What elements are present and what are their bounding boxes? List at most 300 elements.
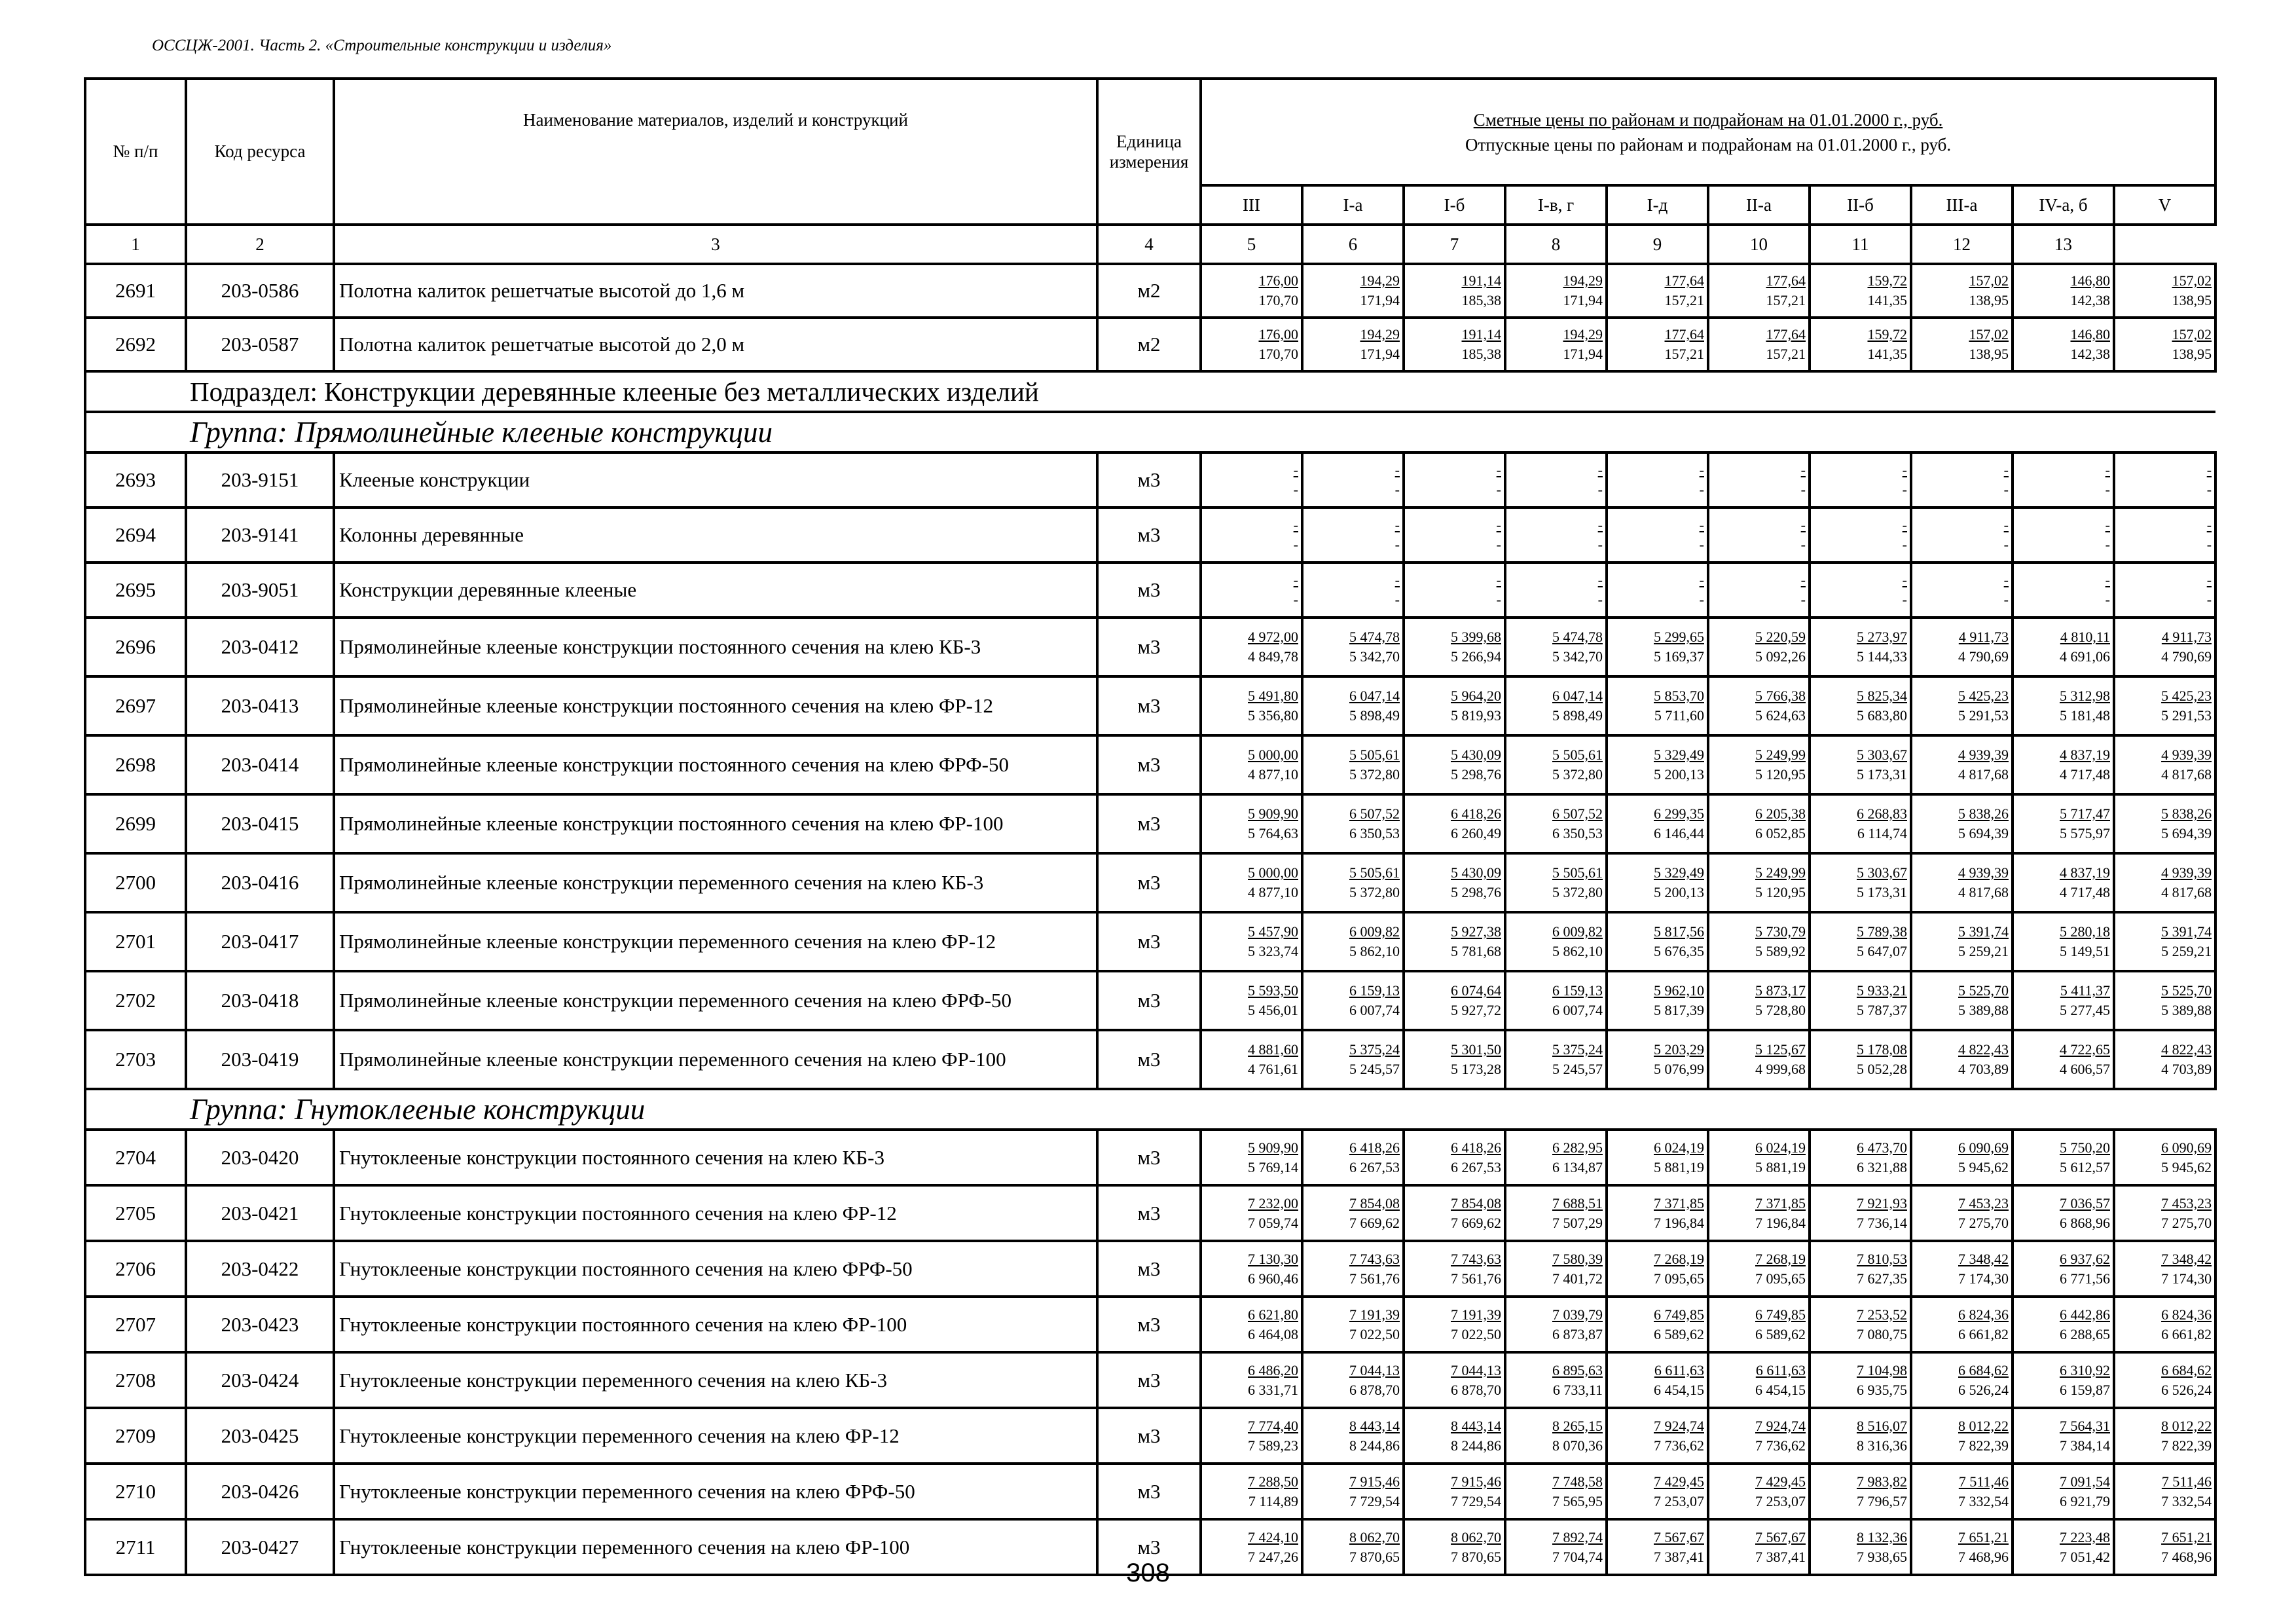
price-cell bbox=[1708, 618, 1810, 676]
release-price: - bbox=[2003, 591, 2009, 608]
page-number: 308 bbox=[1126, 1559, 1170, 1587]
row-number: 2706 bbox=[85, 1241, 186, 1297]
price-cell bbox=[1911, 853, 2013, 912]
price-cell bbox=[1505, 1408, 1607, 1464]
estimate-price: 6 507,52 bbox=[1552, 805, 1603, 822]
estimate-price: 6 611,63 bbox=[1654, 1361, 1704, 1378]
price-cell bbox=[1911, 1352, 2013, 1408]
release-price: 6 661,82 bbox=[2161, 1325, 2212, 1342]
price-cell bbox=[1810, 794, 1911, 853]
estimate-price: 6 418,26 bbox=[1451, 1139, 1501, 1156]
price-cell bbox=[2114, 318, 2215, 371]
release-price: 7 275,70 bbox=[2161, 1214, 2212, 1231]
price-cell bbox=[2013, 676, 2114, 735]
unit: м3 bbox=[1097, 1519, 1201, 1575]
release-price: - bbox=[1699, 481, 1704, 498]
estimate-price: 6 418,26 bbox=[1349, 1139, 1400, 1156]
item-name: Прямолинейные клееные конструкции переменного сечения на клею КБ-3 bbox=[334, 853, 1097, 912]
release-price: 185,38 bbox=[1461, 292, 1501, 308]
estimate-price: 7 892,74 bbox=[1552, 1528, 1603, 1545]
estimate-price: 157,02 bbox=[1969, 272, 2009, 289]
estimate-price: 5 505,61 bbox=[1349, 747, 1400, 763]
group-title: Группа: Гнутоклееные конструкции bbox=[186, 1089, 2215, 1130]
header-prices bbox=[1201, 79, 2215, 185]
price-cell bbox=[1201, 1352, 1302, 1408]
price-cell bbox=[1505, 1297, 1607, 1352]
table-row bbox=[85, 1297, 2215, 1352]
price-cell bbox=[2114, 563, 2215, 618]
release-price: 5 456,01 bbox=[1248, 1002, 1298, 1018]
price-cell bbox=[2013, 1130, 2114, 1185]
release-price: 5 291,53 bbox=[1958, 707, 2009, 724]
release-price: - bbox=[1394, 591, 1400, 608]
estimate-price: 7 039,79 bbox=[1552, 1306, 1603, 1323]
estimate-price: 7 915,46 bbox=[1451, 1473, 1501, 1490]
estimate-price: 8 132,36 bbox=[1857, 1528, 1907, 1545]
release-price: - bbox=[1699, 536, 1704, 553]
item-name: Гнутоклееные конструкции постоянного сечения на клею ФРФ-50 bbox=[334, 1241, 1097, 1297]
release-price: 6 260,49 bbox=[1451, 825, 1501, 841]
estimate-price: 5 430,09 bbox=[1451, 864, 1501, 881]
release-price: 142,38 bbox=[2070, 346, 2110, 362]
header-number: № п/п bbox=[85, 79, 186, 225]
price-cell bbox=[1302, 1297, 1404, 1352]
resource-code: 203-0421 bbox=[186, 1185, 334, 1241]
estimate-price: 7 268,19 bbox=[1755, 1250, 1806, 1267]
table-row bbox=[85, 1408, 2215, 1464]
price-cell bbox=[1201, 318, 1302, 371]
document-title: ОССЦЖ-2001. Часть 2. «Строительные конструкции и изделия» bbox=[152, 37, 612, 54]
table-row bbox=[85, 676, 2215, 735]
estimate-price: 5 375,24 bbox=[1349, 1041, 1400, 1058]
price-cell bbox=[1201, 912, 1302, 971]
release-price: 6 589,62 bbox=[1654, 1325, 1704, 1342]
price-cell bbox=[2013, 1408, 2114, 1464]
release-price: 7 565,95 bbox=[1552, 1492, 1603, 1509]
price-cell bbox=[1505, 452, 1607, 507]
release-price: 4 877,10 bbox=[1248, 766, 1298, 783]
price-cell bbox=[1810, 1408, 1911, 1464]
release-price: 4 703,89 bbox=[1958, 1061, 2009, 1077]
estimate-price: 5 909,90 bbox=[1248, 1139, 1298, 1156]
price-cell bbox=[2013, 318, 2114, 371]
price-cell bbox=[1911, 618, 2013, 676]
estimate-price: 4 939,39 bbox=[1958, 864, 2009, 881]
price-cell bbox=[1607, 676, 1708, 735]
estimate-price: 6 047,14 bbox=[1349, 688, 1400, 704]
estimate-price: 5 717,47 bbox=[2060, 805, 2110, 822]
estimate-price: 5 927,38 bbox=[1451, 923, 1501, 940]
unit: м3 bbox=[1097, 735, 1201, 794]
price-cell bbox=[1505, 735, 1607, 794]
price-cell bbox=[1404, 264, 1505, 318]
price-cell bbox=[1505, 1030, 1607, 1089]
resource-code: 203-9151 bbox=[186, 452, 334, 507]
estimate-price: 5 525,70 bbox=[1958, 982, 2009, 999]
estimate-price: 4 939,39 bbox=[2161, 747, 2212, 763]
estimate-price: 7 810,53 bbox=[1857, 1250, 1907, 1267]
estimate-price: 7 268,19 bbox=[1654, 1250, 1704, 1267]
release-price: 5 181,48 bbox=[2060, 707, 2110, 724]
unit: м3 bbox=[1097, 1241, 1201, 1297]
estimate-price: - bbox=[1597, 572, 1603, 588]
release-price: 6 159,87 bbox=[2060, 1381, 2110, 1398]
resource-code: 203-0423 bbox=[186, 1297, 334, 1352]
resource-code: 203-0427 bbox=[186, 1519, 334, 1575]
estimate-price: 5 491,80 bbox=[1248, 688, 1298, 704]
estimate-price: - bbox=[1800, 462, 1806, 478]
price-cell bbox=[1302, 1130, 1404, 1185]
release-price: 7 669,62 bbox=[1451, 1214, 1501, 1231]
price-cell bbox=[1505, 1130, 1607, 1185]
release-price: 5 898,49 bbox=[1349, 707, 1400, 724]
estimate-price: 5 303,67 bbox=[1857, 864, 1907, 881]
price-cell bbox=[1404, 1352, 1505, 1408]
release-price: 170,70 bbox=[1258, 346, 1298, 362]
price-cell bbox=[1201, 794, 1302, 853]
estimate-price: 5 301,50 bbox=[1451, 1041, 1501, 1058]
header-name: Наименование материалов, изделий и конструкций bbox=[334, 79, 1097, 225]
estimate-price: 7 580,39 bbox=[1552, 1250, 1603, 1267]
estimate-price: - bbox=[1394, 517, 1400, 533]
price-cell bbox=[1201, 1241, 1302, 1297]
price-cell bbox=[1201, 264, 1302, 318]
price-cell bbox=[1810, 912, 1911, 971]
estimate-price: - bbox=[1800, 572, 1806, 588]
price-cell bbox=[1404, 452, 1505, 507]
release-price: 7 022,50 bbox=[1451, 1325, 1501, 1342]
estimate-price: 194,29 bbox=[1360, 326, 1400, 342]
resource-code: 203-0587 bbox=[186, 318, 334, 371]
unit: м3 bbox=[1097, 452, 1201, 507]
release-price: - bbox=[1293, 481, 1298, 498]
estimate-price: 7 232,00 bbox=[1248, 1194, 1298, 1211]
release-price: 4 877,10 bbox=[1248, 884, 1298, 900]
price-cell bbox=[1404, 853, 1505, 912]
estimate-price: 7 924,74 bbox=[1755, 1417, 1806, 1434]
price-cell bbox=[1708, 264, 1810, 318]
estimate-price: 5 430,09 bbox=[1451, 747, 1501, 763]
price-cell bbox=[1404, 563, 1505, 618]
release-price: 5 728,80 bbox=[1755, 1002, 1806, 1018]
release-price: 157,21 bbox=[1766, 346, 1806, 362]
resource-code: 203-0420 bbox=[186, 1130, 334, 1185]
estimate-price: 7 651,21 bbox=[2161, 1528, 2212, 1545]
estimate-price: 5 817,56 bbox=[1654, 923, 1704, 940]
item-name: Прямолинейные клееные конструкции переменного сечения на клею ФРФ-50 bbox=[334, 971, 1097, 1030]
price-cell bbox=[1708, 452, 1810, 507]
header-unit: Единица измерения bbox=[1097, 79, 1201, 225]
estimate-price: - bbox=[2105, 517, 2110, 533]
price-cell bbox=[1302, 618, 1404, 676]
estimate-price: 7 044,13 bbox=[1451, 1361, 1501, 1378]
release-price: 6 921,79 bbox=[2060, 1492, 2110, 1509]
estimate-price: 5 425,23 bbox=[1958, 688, 2009, 704]
estimate-price: 191,14 bbox=[1461, 326, 1501, 342]
release-price: 7 468,96 bbox=[1958, 1548, 2009, 1565]
estimate-price: 6 159,13 bbox=[1552, 982, 1603, 999]
estimate-price: 7 511,46 bbox=[1958, 1473, 2009, 1490]
price-cell bbox=[2013, 1352, 2114, 1408]
release-price: 6 771,56 bbox=[2060, 1270, 2110, 1287]
estimate-price: 194,29 bbox=[1360, 272, 1400, 289]
estimate-price: 6 024,19 bbox=[1654, 1139, 1704, 1156]
estimate-price: 5 303,67 bbox=[1857, 747, 1907, 763]
unit: м2 bbox=[1097, 318, 1201, 371]
release-price: 7 870,65 bbox=[1451, 1548, 1501, 1565]
estimate-price: 7 564,31 bbox=[2060, 1417, 2110, 1434]
release-price: 7 253,07 bbox=[1755, 1492, 1806, 1509]
price-cell bbox=[2013, 735, 2114, 794]
price-cell bbox=[1607, 1464, 1708, 1519]
estimate-price: 4 939,39 bbox=[1958, 747, 2009, 763]
estimate-price: 5 505,61 bbox=[1349, 864, 1400, 881]
release-price: 4 817,68 bbox=[2161, 884, 2212, 900]
estimate-price: 5 457,90 bbox=[1248, 923, 1298, 940]
release-price: - bbox=[1496, 481, 1501, 498]
estimate-price: - bbox=[1496, 572, 1501, 588]
release-price: 8 070,36 bbox=[1552, 1437, 1603, 1454]
release-price: 7 332,54 bbox=[2161, 1492, 2212, 1509]
release-price: 5 120,95 bbox=[1755, 884, 1806, 900]
estimate-price: 6 937,62 bbox=[2060, 1250, 2110, 1267]
estimate-price: 7 429,45 bbox=[1755, 1473, 1806, 1490]
estimate-price: 7 253,52 bbox=[1857, 1306, 1907, 1323]
estimate-price: 7 567,67 bbox=[1755, 1528, 1806, 1545]
release-price: 4 817,68 bbox=[1958, 766, 2009, 783]
estimate-price: 7 511,46 bbox=[2161, 1473, 2212, 1490]
release-price: 5 245,57 bbox=[1552, 1061, 1603, 1077]
table-row bbox=[85, 507, 2215, 563]
price-cell bbox=[1607, 794, 1708, 853]
estimate-price: - bbox=[1496, 517, 1501, 533]
price-cell bbox=[2114, 912, 2215, 971]
estimate-price: 159,72 bbox=[1867, 272, 1907, 289]
row-number: 2701 bbox=[85, 912, 186, 971]
resource-code: 203-9141 bbox=[186, 507, 334, 563]
release-price: 7 736,62 bbox=[1755, 1437, 1806, 1454]
estimate-price: 7 453,23 bbox=[1958, 1194, 2009, 1211]
release-price: 7 332,54 bbox=[1958, 1492, 2009, 1509]
price-cell bbox=[1810, 563, 1911, 618]
item-name: Полотна калиток решетчатые высотой до 1,6 м bbox=[334, 264, 1097, 318]
item-name: Гнутоклееные конструкции переменного сечения на клею ФР-100 bbox=[334, 1519, 1097, 1575]
price-cell bbox=[1302, 853, 1404, 912]
estimate-price: 7 348,42 bbox=[1958, 1250, 2009, 1267]
estimate-price: 4 881,60 bbox=[1248, 1041, 1298, 1058]
price-cell bbox=[1404, 1241, 1505, 1297]
estimate-price: 7 774,40 bbox=[1248, 1417, 1298, 1434]
estimate-price: 8 265,15 bbox=[1552, 1417, 1603, 1434]
estimate-price: 5 964,20 bbox=[1451, 688, 1501, 704]
estimate-price: 5 789,38 bbox=[1857, 923, 1907, 940]
row-number: 2704 bbox=[85, 1130, 186, 1185]
estimate-price: 5 474,78 bbox=[1349, 629, 1400, 645]
region-header: II-б bbox=[1810, 185, 1911, 225]
estimate-price: 7 191,39 bbox=[1349, 1306, 1400, 1323]
price-cell bbox=[1607, 735, 1708, 794]
estimate-price: 7 854,08 bbox=[1349, 1194, 1400, 1211]
release-price: 5 245,57 bbox=[1349, 1061, 1400, 1077]
price-cell bbox=[1201, 1185, 1302, 1241]
estimate-price: 5 873,17 bbox=[1755, 982, 1806, 999]
release-price: 6 321,88 bbox=[1857, 1158, 1907, 1175]
column-number: 13 bbox=[2013, 225, 2114, 264]
resource-code: 203-0425 bbox=[186, 1408, 334, 1464]
estimate-price: 5 505,61 bbox=[1552, 864, 1603, 881]
price-cell bbox=[1302, 1185, 1404, 1241]
release-price: 5 323,74 bbox=[1248, 943, 1298, 959]
unit: м3 bbox=[1097, 971, 1201, 1030]
release-price: 138,95 bbox=[2172, 292, 2212, 308]
price-cell bbox=[1911, 794, 2013, 853]
estimate-price: 8 012,22 bbox=[1958, 1417, 2009, 1434]
release-price: 5 945,62 bbox=[2161, 1158, 2212, 1175]
estimate-price: 7 651,21 bbox=[1958, 1528, 2009, 1545]
release-price: 6 960,46 bbox=[1248, 1270, 1298, 1287]
release-price: 7 561,76 bbox=[1451, 1270, 1501, 1287]
release-price: 5 173,31 bbox=[1857, 884, 1907, 900]
unit: м3 bbox=[1097, 912, 1201, 971]
price-cell bbox=[1708, 563, 1810, 618]
release-price: 5 259,21 bbox=[1958, 943, 2009, 959]
price-cell bbox=[1810, 1030, 1911, 1089]
release-price: 5 389,88 bbox=[1958, 1002, 2009, 1018]
estimate-price: 4 822,43 bbox=[1958, 1041, 2009, 1058]
price-cell bbox=[1201, 563, 1302, 618]
estimate-price: 5 391,74 bbox=[1958, 923, 2009, 940]
region-header: I-б bbox=[1404, 185, 1505, 225]
price-cell bbox=[2114, 264, 2215, 318]
estimate-price: 4 837,19 bbox=[2060, 864, 2110, 881]
release-price: 5 259,21 bbox=[2161, 943, 2212, 959]
resource-code: 203-0413 bbox=[186, 676, 334, 735]
price-cell bbox=[1302, 1408, 1404, 1464]
price-cell bbox=[1201, 1030, 1302, 1089]
release-price: 5 683,80 bbox=[1857, 707, 1907, 724]
estimate-price: 176,00 bbox=[1258, 326, 1298, 342]
estimate-price: - bbox=[1699, 462, 1704, 478]
estimate-price: - bbox=[2003, 572, 2009, 588]
price-cell bbox=[1607, 1185, 1708, 1241]
price-cell bbox=[1201, 971, 1302, 1030]
estimate-price: 4 837,19 bbox=[2060, 747, 2110, 763]
price-cell bbox=[1810, 1352, 1911, 1408]
row-number: 2711 bbox=[85, 1519, 186, 1575]
estimate-price: 4 939,39 bbox=[2161, 864, 2212, 881]
estimate-price: 6 442,86 bbox=[2060, 1306, 2110, 1323]
unit: м3 bbox=[1097, 1185, 1201, 1241]
price-cell bbox=[1201, 1130, 1302, 1185]
column-number: 9 bbox=[1607, 225, 1708, 264]
price-cell bbox=[2013, 1297, 2114, 1352]
release-price: 7 561,76 bbox=[1349, 1270, 1400, 1287]
release-price: 6 878,70 bbox=[1451, 1381, 1501, 1398]
release-price: 6 454,15 bbox=[1755, 1381, 1806, 1398]
release-price: 5 342,70 bbox=[1349, 648, 1400, 665]
release-price: 6 733,11 bbox=[1552, 1381, 1603, 1398]
price-cell bbox=[2013, 1030, 2114, 1089]
release-price: - bbox=[1597, 591, 1603, 608]
estimate-price: 5 249,99 bbox=[1755, 864, 1806, 881]
estimate-price: 194,29 bbox=[1563, 326, 1603, 342]
price-cell bbox=[1404, 618, 1505, 676]
price-cell bbox=[2013, 507, 2114, 563]
estimate-price: 8 443,14 bbox=[1451, 1417, 1501, 1434]
table-row bbox=[85, 853, 2215, 912]
release-price: 4 761,61 bbox=[1248, 1061, 1298, 1077]
estimate-price: 7 915,46 bbox=[1349, 1473, 1400, 1490]
release-price: 5 372,80 bbox=[1552, 766, 1603, 783]
row-number: 2692 bbox=[85, 318, 186, 371]
release-price: - bbox=[1597, 536, 1603, 553]
release-price: 141,35 bbox=[1867, 346, 1907, 362]
release-price: - bbox=[2105, 591, 2110, 608]
price-cell bbox=[1708, 1130, 1810, 1185]
estimate-price: 7 044,13 bbox=[1349, 1361, 1400, 1378]
row-number: 2696 bbox=[85, 618, 186, 676]
estimate-price: 5 933,21 bbox=[1857, 982, 1907, 999]
release-price: 6 331,71 bbox=[1248, 1381, 1298, 1398]
price-cell bbox=[1810, 1241, 1911, 1297]
estimate-price: 7 348,42 bbox=[2161, 1250, 2212, 1267]
release-price: 7 704,74 bbox=[1552, 1548, 1603, 1565]
item-name: Прямолинейные клееные конструкции переменного сечения на клею ФР-100 bbox=[334, 1030, 1097, 1089]
release-price: 5 342,70 bbox=[1552, 648, 1603, 665]
group-title-row bbox=[85, 412, 2215, 452]
price-cell bbox=[1201, 1408, 1302, 1464]
item-name: Прямолинейные клееные конструкции постоянного сечения на клею КБ-3 bbox=[334, 618, 1097, 676]
price-cell bbox=[1708, 676, 1810, 735]
estimate-price: - bbox=[1699, 572, 1704, 588]
table-row bbox=[85, 1185, 2215, 1241]
release-price: 8 244,86 bbox=[1349, 1437, 1400, 1454]
release-price: - bbox=[2206, 536, 2212, 553]
estimate-price: 7 921,93 bbox=[1857, 1194, 1907, 1211]
estimate-price: 7 983,82 bbox=[1857, 1473, 1907, 1490]
estimate-price: 7 288,50 bbox=[1248, 1473, 1298, 1490]
item-name: Прямолинейные клееные конструкции постоянного сечения на клею ФРФ-50 bbox=[334, 735, 1097, 794]
release-price: 7 174,30 bbox=[2161, 1270, 2212, 1287]
release-price: 7 253,07 bbox=[1654, 1492, 1704, 1509]
price-cell bbox=[1607, 507, 1708, 563]
price-cell bbox=[1708, 1297, 1810, 1352]
price-cell bbox=[1302, 452, 1404, 507]
price-cell bbox=[1911, 1030, 2013, 1089]
price-cell bbox=[1302, 563, 1404, 618]
estimate-price: 5 730,79 bbox=[1755, 923, 1806, 940]
estimate-price: - bbox=[1293, 462, 1298, 478]
subsection-title: Подраздел: Конструкции деревянные клееные без металлических изделий bbox=[186, 371, 2215, 412]
release-price: 7 095,65 bbox=[1654, 1270, 1704, 1287]
estimate-price: 6 684,62 bbox=[2161, 1361, 2212, 1378]
column-number: 10 bbox=[1708, 225, 1810, 264]
unit: м3 bbox=[1097, 1297, 1201, 1352]
resource-code: 203-0426 bbox=[186, 1464, 334, 1519]
release-price: 7 051,42 bbox=[2060, 1548, 2110, 1565]
price-cell bbox=[1911, 1408, 2013, 1464]
release-price: 6 661,82 bbox=[1958, 1325, 2009, 1342]
estimate-price: 5 249,99 bbox=[1755, 747, 1806, 763]
estimate-price: 5 125,67 bbox=[1755, 1041, 1806, 1058]
estimate-price: - bbox=[2206, 462, 2212, 478]
estimate-price: 5 825,34 bbox=[1857, 688, 1907, 704]
price-cell bbox=[1708, 1030, 1810, 1089]
release-price: 5 624,63 bbox=[1755, 707, 1806, 724]
item-name: Гнутоклееные конструкции постоянного сечения на клею КБ-3 bbox=[334, 1130, 1097, 1185]
release-price: 5 052,28 bbox=[1857, 1061, 1907, 1077]
estimate-price: 6 418,26 bbox=[1451, 805, 1501, 822]
